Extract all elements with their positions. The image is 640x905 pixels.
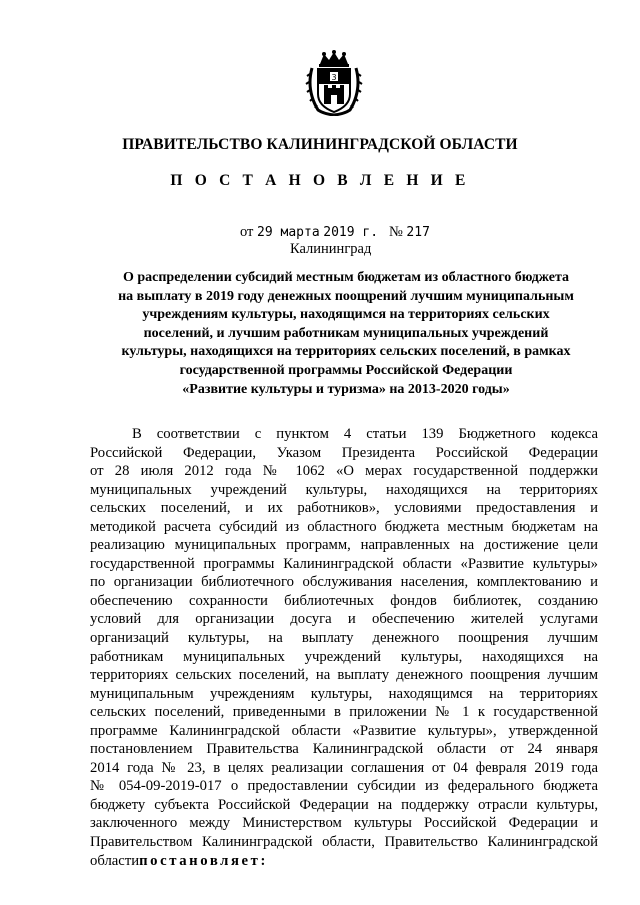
body-line: муниципальным учреждениям культуры, находящимся на территориях	[90, 685, 598, 702]
title-line: культуры, находящихся на территориях сельских поселений, в рамках	[121, 344, 571, 360]
body-line: заключенного между Министерством культуры Российской Федерации и	[90, 815, 598, 832]
date-day-month: 29 марта	[257, 225, 320, 240]
body-line: по организации библиотечного обслуживания населения, комплектованию и	[90, 574, 598, 591]
title-line: на выплату в 2019 году денежных поощрений лучшим муниципальным	[118, 288, 574, 304]
coat-of-arms-icon	[304, 50, 364, 116]
body-line: Правительством Калининградской области, Правительство Калининградской	[90, 834, 598, 851]
document-title	[88, 269, 604, 399]
body-line: организаций культуры, на выплату денежного поощрения лучшим	[90, 630, 598, 647]
body-line: № 054-09-2019-017 о предоставлении субсидии из федерального бюджета	[90, 778, 598, 795]
title-line: О распределении субсидий местным бюджетам из областного бюджета	[122, 270, 570, 285]
government-name: ПРАВИТЕЛЬСТВО КАЛИНИНГРАДСКОЙ ОБЛАСТИ	[122, 136, 518, 153]
date-prefix: от	[240, 224, 254, 240]
document-type: П О С Т А Н О В Л Е Н И Е	[170, 172, 470, 189]
body-line: условий для организации досуга и обеспечению жителей услугами	[90, 611, 598, 628]
title-line: поселений, и лучшим работникам муниципальных учреждений	[143, 325, 549, 341]
resolution-word: постановляет:	[139, 852, 268, 869]
document-body	[90, 425, 598, 870]
title-line: государственной программы Российской Федерации	[179, 362, 513, 378]
title-line: учреждениям культуры, находящимся на территориях сельских	[142, 307, 550, 323]
number-prefix: №	[388, 224, 403, 240]
date-number-line	[240, 224, 430, 241]
body-line: от 28 июля 2012 года № 1062 «О мерах государственной поддержки	[90, 463, 598, 480]
body-line: программе Калининградской области «Развитие культуры», утвержденной	[90, 722, 598, 739]
body-line: сельских поселений, приведенными в приложении № 1 к государственной	[90, 704, 598, 721]
body-line: территориях сельских поселений, на выплату денежного поощрения лучшим	[90, 667, 598, 684]
body-line: муниципальных учреждений культуры, находящихся на территориях	[90, 481, 598, 498]
title-line: «Развитие культуры и туризма» на 2013-2020 годы»	[182, 381, 510, 397]
document-number: 217	[406, 225, 430, 240]
body-line: постановлением Правительства Калининградской области от 24 января	[90, 741, 598, 758]
body-line: государственной программы Калининградской области «Развитие культуры»	[90, 555, 598, 572]
body-line: методикой расчета субсидий из областного бюджета местным бюджетам на	[90, 518, 598, 535]
body-line: работникам муниципальных учреждений культуры, находящихся на	[90, 648, 598, 665]
body-line: В соответствии с пунктом 4 статьи 139 Бюджетного кодекса	[132, 426, 598, 442]
body-last-line	[90, 852, 598, 871]
body-line: обеспечению сохранности библиотечных фондов библиотек, созданию	[90, 592, 598, 609]
body-line: реализацию муниципальных программ, направленных на достижение цели	[90, 537, 598, 554]
body-line: Российской Федерации, Указом Президента Российской Федерации	[90, 444, 598, 461]
body-line: 2014 года № 23, в целях реализации соглашения от 04 февраля 2019 года	[90, 759, 598, 776]
svg-text:3: 3	[331, 73, 337, 82]
city: Калининград	[290, 241, 372, 257]
date-year: 2019 г.	[323, 225, 379, 240]
body-line: сельских поселений, и их работников», условиями предоставления и	[90, 500, 598, 517]
body-last-prefix: области	[90, 852, 140, 869]
body-line: бюджету субъекта Российской Федерации на поддержку отрасли культуры,	[90, 796, 598, 813]
